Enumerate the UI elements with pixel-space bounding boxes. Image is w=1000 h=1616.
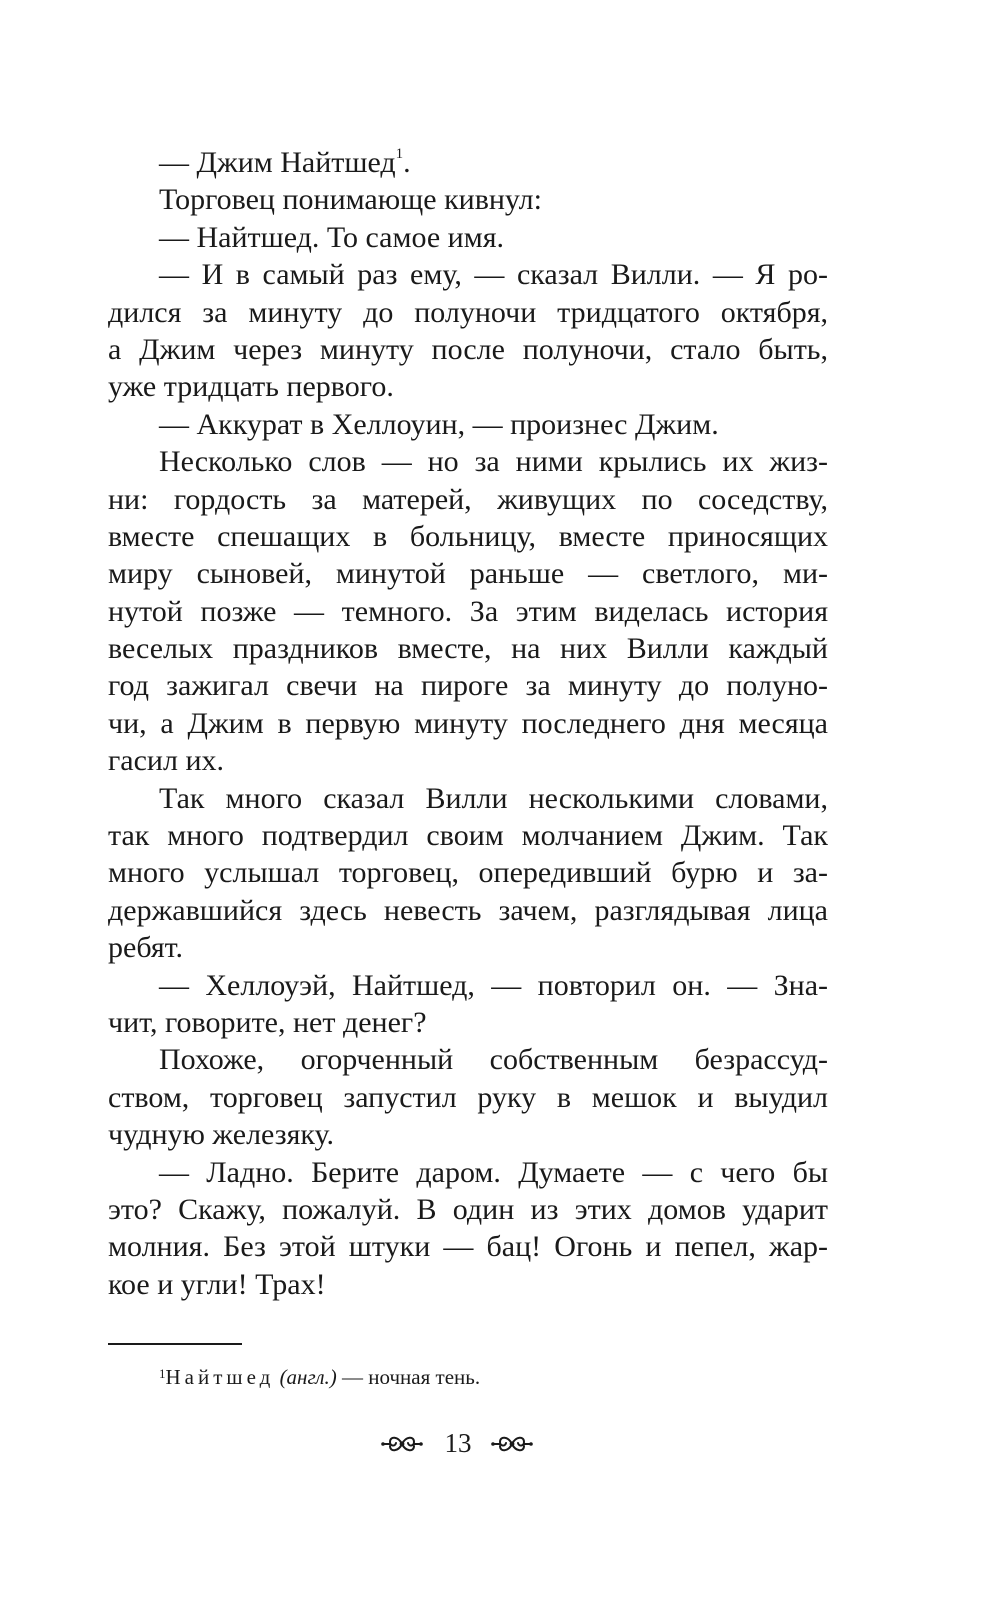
text-line-content: год зажигал свечи на пироге за минуту до полуно- xyxy=(108,669,828,703)
floral-fleuron-icon xyxy=(380,1431,424,1457)
text-line xyxy=(108,817,828,854)
text-line xyxy=(108,256,828,293)
text-line xyxy=(108,780,828,817)
body-text xyxy=(108,144,828,1303)
floral-fleuron-icon xyxy=(490,1431,534,1457)
text-line-content: веселых праздников вместе, на них Вилли каждый xyxy=(108,632,828,666)
text-line-content: Несколько слов — но за ними крылись их жиз- xyxy=(159,445,828,479)
text-line xyxy=(108,1004,828,1041)
text-line xyxy=(108,967,828,1004)
text-line xyxy=(108,1191,828,1228)
text-line xyxy=(108,294,828,331)
text-line xyxy=(108,892,828,929)
text-line-content: нутой позже — темного. За этим виделась история xyxy=(108,594,828,628)
text-line xyxy=(108,144,828,181)
text-line xyxy=(108,1228,828,1265)
text-line xyxy=(108,181,828,218)
text-line xyxy=(108,929,828,966)
text-line xyxy=(108,630,828,667)
text-line xyxy=(108,443,828,480)
text-line xyxy=(108,742,828,779)
text-line xyxy=(108,331,828,368)
text-line-content: чудную железяку. xyxy=(108,1118,335,1152)
text-line-content: державшийся здесь невесть зачем, разглядывая лица xyxy=(108,893,828,927)
text-line-content: — Найтшед. То самое имя. xyxy=(159,220,504,254)
text-line-content: гасил их. xyxy=(108,744,225,778)
footnote-marker: 1 xyxy=(159,1366,166,1381)
text-line-content: ством, торговец запустил руку в мешок и выудил xyxy=(108,1080,828,1114)
text-line-content: дился за минуту до полуночи тридцатого октября, xyxy=(108,295,828,329)
footnote xyxy=(159,1364,480,1390)
text-line xyxy=(108,481,828,518)
text-line-content: — Хеллоуэй, Найтшед, — повторил он. — Зна- xyxy=(159,968,828,1002)
text-line-content: молния. Без этой штуки — бац! Огонь и пепел, жар- xyxy=(108,1230,828,1264)
text-line-content: — И в самый раз ему, — сказал Вилли. — Я ро- xyxy=(159,258,828,292)
text-line-content: вместе спешащих в больницу, вместе приносящих xyxy=(108,519,828,553)
text-line-content: Торговец понимающе кивнул: xyxy=(159,183,542,217)
text-line xyxy=(108,705,828,742)
text-line xyxy=(108,555,828,592)
text-line-content: кое и угли! Трах! xyxy=(108,1267,326,1301)
text-line xyxy=(108,667,828,704)
text-line-content: а Джим через минуту после полуночи, стало быть, xyxy=(108,332,828,366)
text-line-punctuation: . xyxy=(403,146,411,179)
text-line xyxy=(108,1266,828,1303)
text-line-content: чит, говорите, нет денег? xyxy=(108,1005,427,1039)
text-line-content: ребят. xyxy=(108,931,183,965)
text-line xyxy=(108,368,828,405)
text-line xyxy=(108,518,828,555)
text-line xyxy=(108,593,828,630)
text-line xyxy=(108,406,828,443)
footnote-divider xyxy=(108,1343,242,1345)
text-line-content: ни: гордость за матерей, живущих по соседству, xyxy=(108,482,828,516)
footnote-reference: 1 xyxy=(395,146,404,162)
text-line-content: чи, а Джим в первую минуту последнего дня месяца xyxy=(108,706,828,740)
footnote-term: Найтшед xyxy=(165,1365,275,1389)
page-footer xyxy=(0,1425,1000,1465)
text-line-content: так много подтвердил своим молчанием Джим. Так xyxy=(108,819,828,853)
text-line-content: много услышал торговец, опередивший бурю и за- xyxy=(108,856,828,890)
text-line-content: это? Скажу, пожалуй. В один из этих домов ударит xyxy=(108,1192,828,1226)
text-line xyxy=(108,1154,828,1191)
text-line xyxy=(108,1079,828,1116)
text-line xyxy=(108,854,828,891)
footnote-language: (англ.) xyxy=(279,1365,337,1389)
text-line-content: миру сыновей, минутой раньше — светлого, ми- xyxy=(108,557,828,591)
text-line xyxy=(108,219,828,256)
text-line xyxy=(108,1116,828,1153)
text-line-content: — Ладно. Берите даром. Думаете — с чего бы xyxy=(159,1155,828,1189)
text-line-content: — Джим Найтшед xyxy=(159,146,396,179)
page-number: 13 xyxy=(444,1428,472,1458)
text-line-content: Похоже, огорченный собственным безрассуд- xyxy=(159,1043,828,1077)
text-line-content: — Аккурат в Хеллоуин, — произнес Джим. xyxy=(159,407,719,441)
text-line xyxy=(108,1041,828,1078)
footnote-definition: — ночная тень. xyxy=(336,1365,481,1389)
text-line-content: Так много сказал Вилли несколькими словами, xyxy=(159,781,828,815)
text-line-content: уже тридцать первого. xyxy=(108,370,394,404)
